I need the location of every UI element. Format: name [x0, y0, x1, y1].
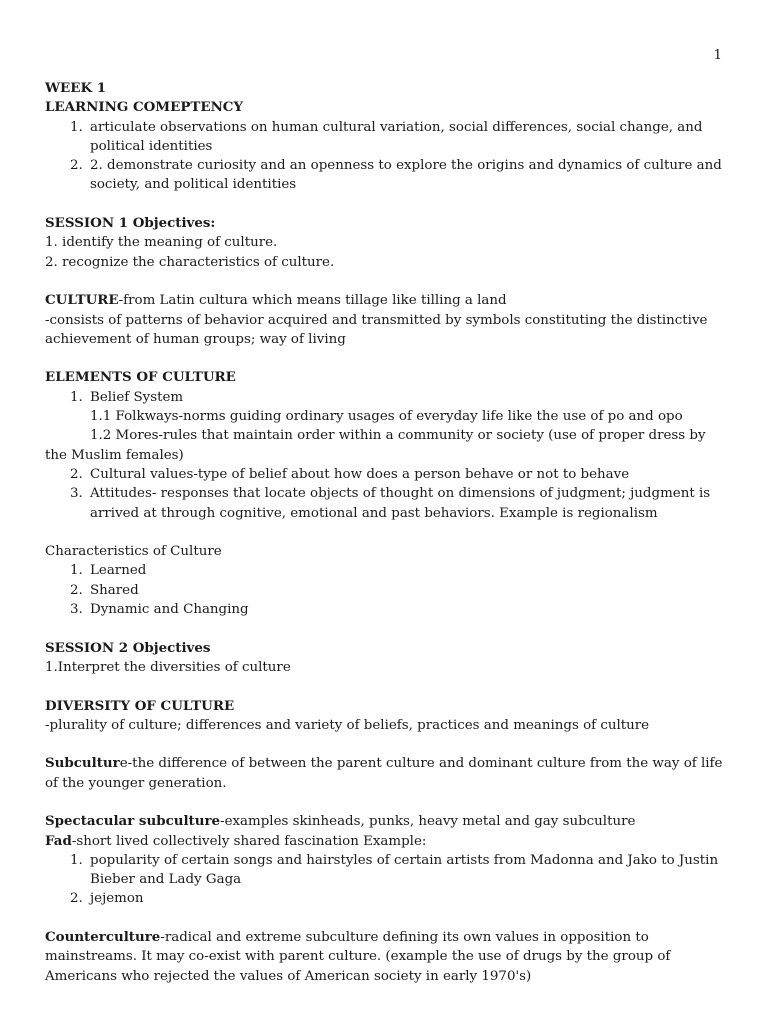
list-item: 2. Shared	[70, 582, 139, 598]
characteristics-heading: Characteristics of Culture	[45, 544, 222, 560]
list-item: 2. 2. demonstrate curiosity and an openness to explore the origins and dynamics of culture and society, and political identities	[70, 158, 722, 193]
spectacular-subculture-definition: Spectacular subculture-examples skinheads, punks, heavy metal and gay subculture	[45, 813, 636, 830]
week-heading: WEEK 1	[45, 80, 107, 96]
culture-description: -consists of patterns of behavior acquired and transmitted by symbols constituting the distinctive achievement of human groups; way of living	[45, 312, 708, 347]
list-item: 1. popularity of certain songs and hairstyles of certain artists from Madonna and Jako to Justin Bieber and Lady Gaga	[70, 852, 719, 888]
diversity-description: -plurality of culture; differences and variety of beliefs, practices and meanings of culture	[45, 717, 650, 733]
culture-definition: CULTURE-from Latin cultura which means tillage like tilling a land	[45, 292, 507, 309]
elements-heading: ELEMENTS OF CULTURE	[45, 369, 236, 386]
counterculture-definition: Counterculture-radical and extreme subculture defining its own values in opposition to mainstreams. It may co-exist with parent culture. (example the use of drugs by the group of Americans who rejected the values of American society in early 1970's)	[45, 929, 671, 984]
session2-heading: SESSION 2 Objectives	[45, 639, 211, 656]
list-item: 1. articulate observations on human cultural variation, social differences, social change, and political identities	[70, 119, 703, 154]
list-item: 1. identify the meaning of culture.	[45, 235, 278, 251]
list-item: 1.Interpret the diversities of culture	[45, 659, 291, 675]
diversity-heading: DIVERSITY OF CULTURE	[45, 697, 235, 714]
list-item: 1.1 Folkways-norms guiding ordinary usages of everyday life like the use of po and opo	[90, 409, 683, 425]
session1-heading: SESSION 1 Objectives:	[45, 215, 216, 232]
document-body	[45, 79, 725, 986]
list-item: 2. recognize the characteristics of culture.	[45, 254, 335, 270]
competency-heading: LEARNING COMEPTENCY	[45, 99, 244, 116]
list-item: 3. Dynamic and Changing	[70, 602, 249, 618]
list-item: 2. jejemon	[70, 891, 144, 907]
fad-definition: Fad-short lived collectively shared fascination Example:	[45, 832, 427, 849]
list-item: 1.2 Mores-rules that maintain order within a community or society (use of proper dress by	[90, 428, 706, 444]
list-item: the Muslim females)	[45, 447, 184, 463]
subculture-definition: Subculture-the difference of between the parent culture and dominant culture from the way of life of the younger generation.	[45, 755, 723, 791]
list-item: 3. Attitudes- responses that locate objects of thought on dimensions of judgment; judgment is arrived at through cognitive, emotional and past behaviors. Example is regionalism	[70, 486, 711, 521]
list-item: 1. Belief System	[70, 389, 184, 405]
list-item: 1. Learned	[70, 563, 147, 579]
list-item: 2. Cultural values-type of belief about how does a person behave or not to behave	[70, 466, 630, 482]
page-number: 1	[713, 48, 722, 63]
